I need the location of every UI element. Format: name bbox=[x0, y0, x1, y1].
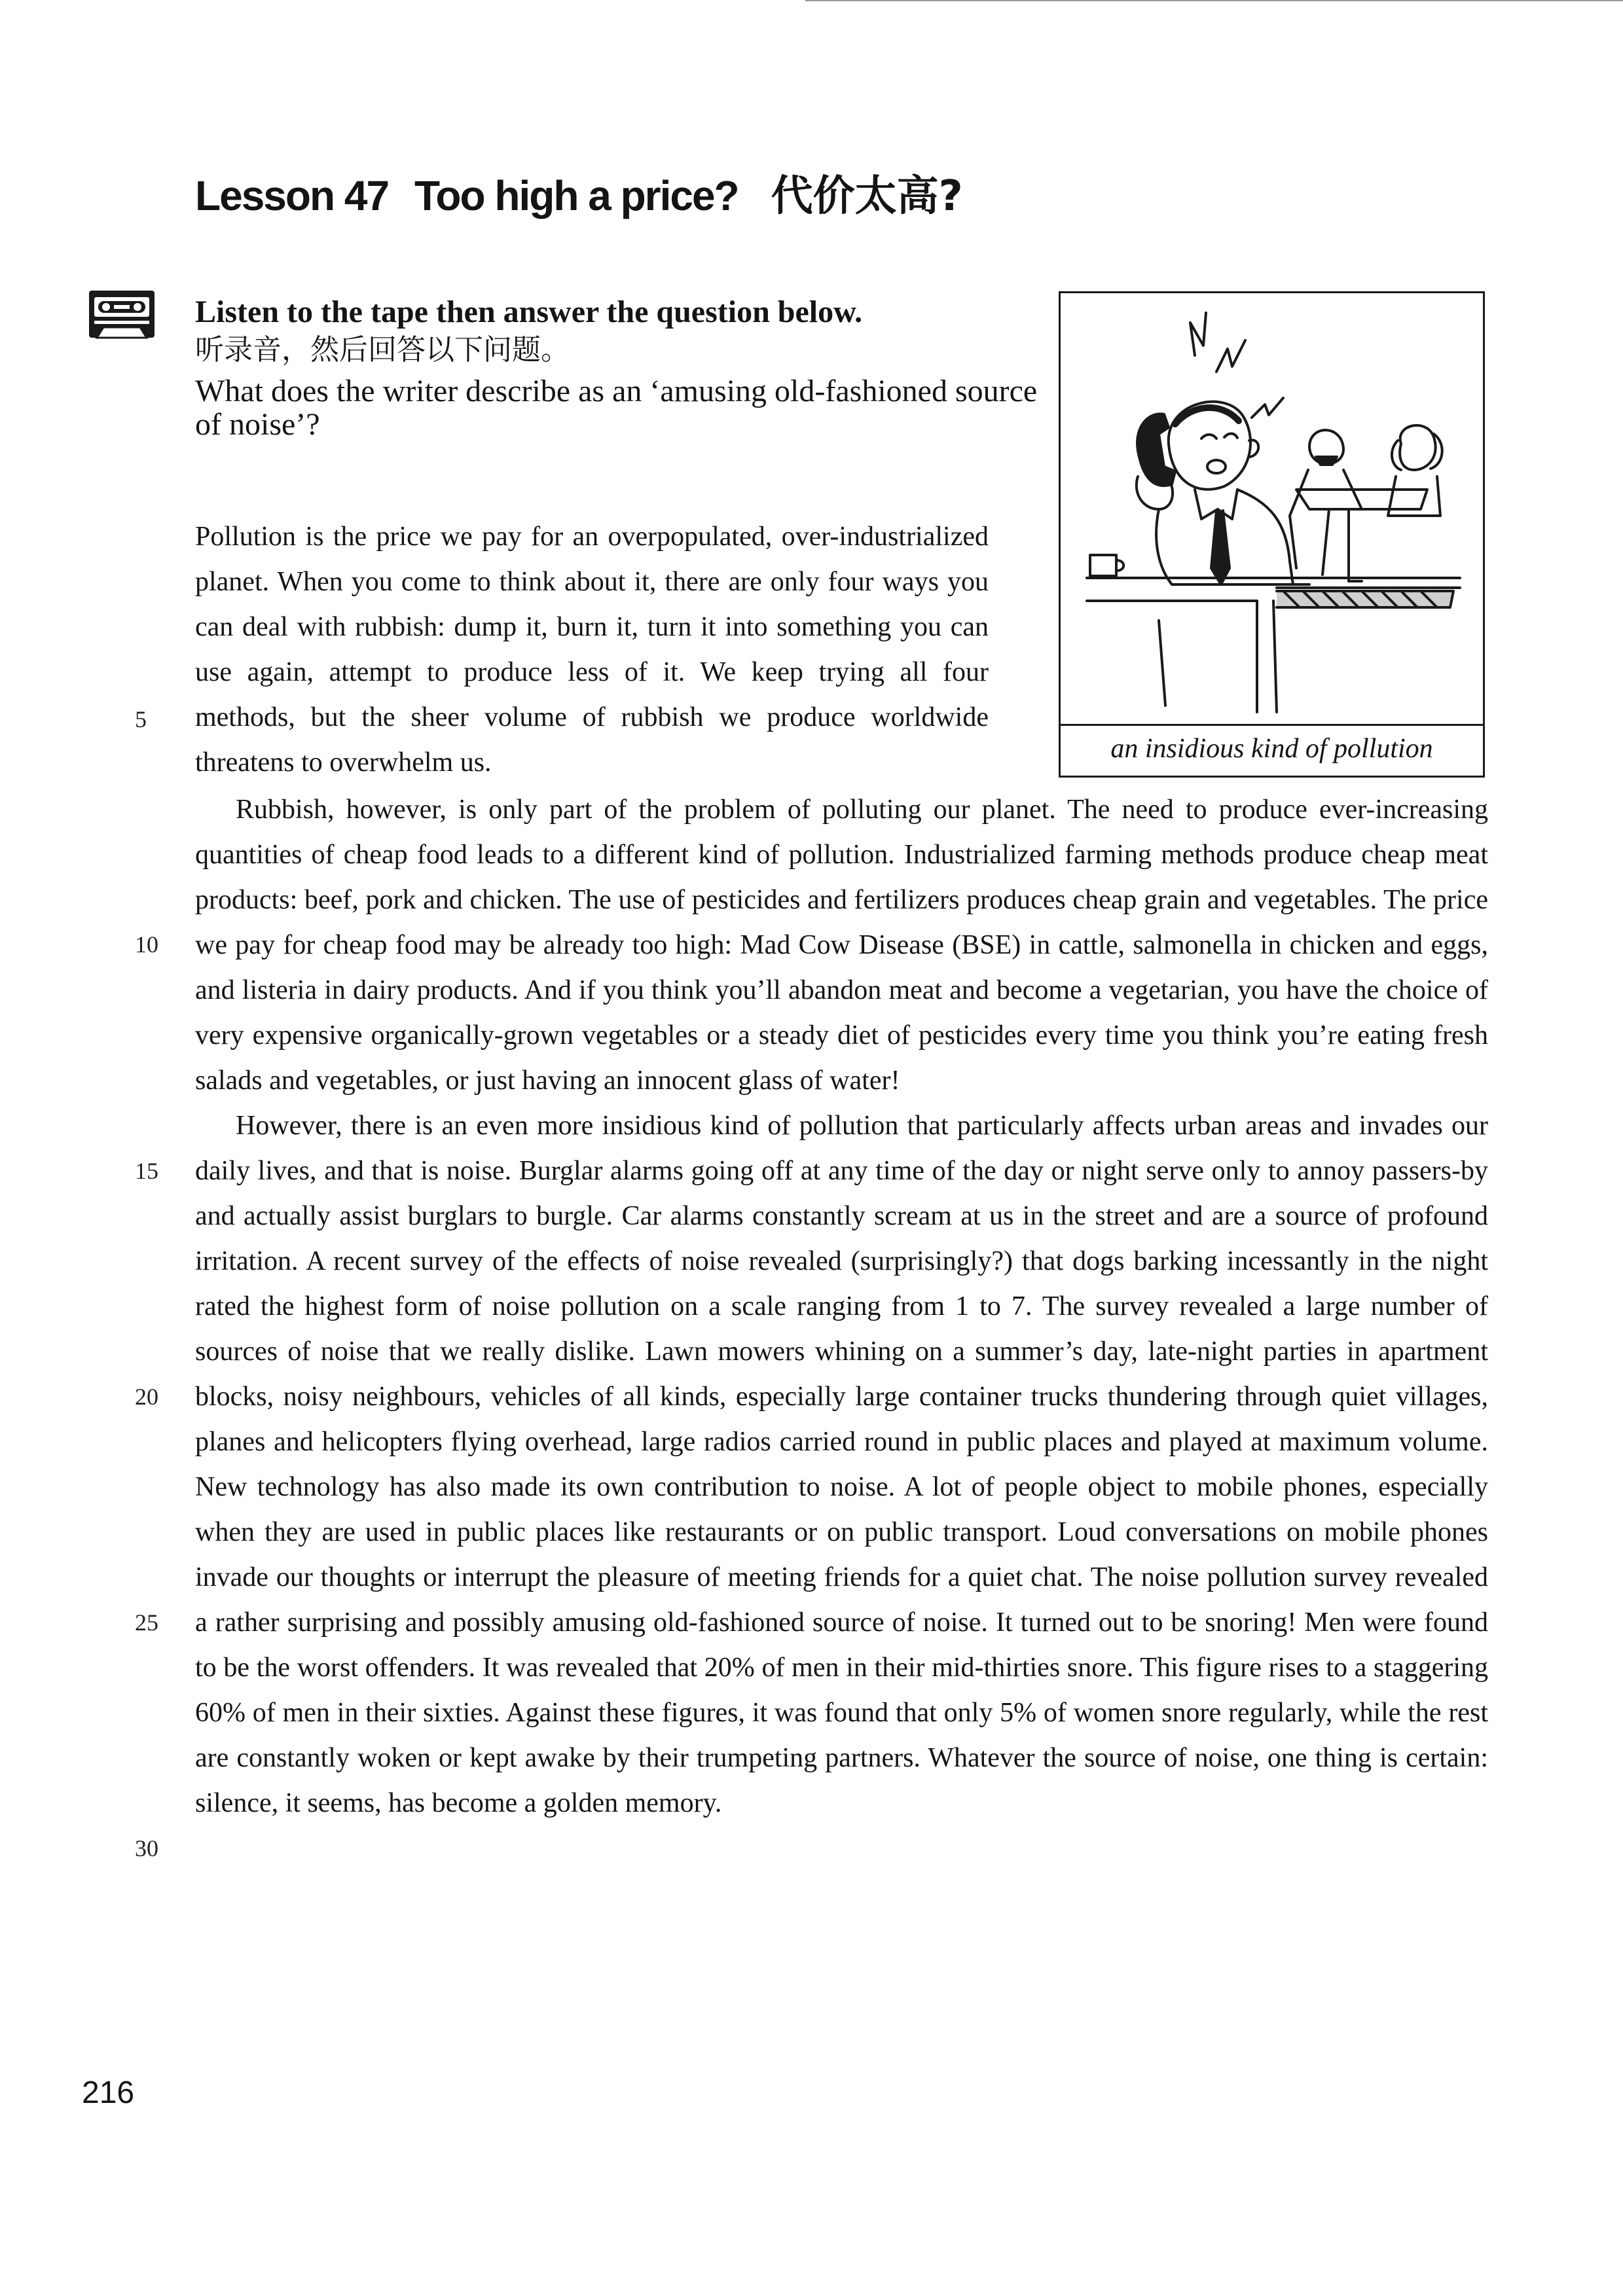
illustration-figure bbox=[1059, 291, 1485, 778]
listening-instructions bbox=[195, 293, 1040, 441]
line-number: 10 bbox=[135, 931, 158, 958]
line-number: 25 bbox=[135, 1609, 158, 1636]
instruction-heading: Listen to the tape then answer the question below. bbox=[195, 295, 863, 329]
lesson-title-chinese: 代价太高? bbox=[771, 172, 963, 221]
instruction-question: What does the writer describe as an ‘amusing old-fashioned source of noise’? bbox=[195, 374, 1038, 442]
page-number: 216 bbox=[82, 2075, 135, 2110]
lesson-title bbox=[195, 162, 963, 223]
line-number: 15 bbox=[135, 1158, 158, 1184]
top-rule bbox=[805, 0, 1623, 1]
cassette-tape-icon bbox=[88, 289, 156, 339]
line-number: 20 bbox=[135, 1384, 158, 1410]
paragraph-2: Rubbish, however, is only part of the problem of polluting our planet. The need to produce ever-increasing quantities of cheap food leads to a different kind of pollution. Industrialized farming methods produce cheap meat products: beef, pork and chicken. The use of pesticides and fertilizers produces cheap grain and vegetables. The price we pay for cheap food may be already too high: Mad Cow Disease (BSE) in cattle, salmonella in chicken and eggs, and listeria in dairy products. And if you think you’ll abandon meat and become a vegetarian, you have the choice of very expensive organically-grown vegetables or a steady diet of pesticides every time you think you’re eating fresh salads and vegetables, or just having an innocent glass of water! bbox=[195, 795, 1488, 1096]
paragraph-1: Pollution is the price we pay for an overpopulated, over-industrialized planet. When you come to think about it, there are only four ways you can deal with rubbish: dump it, burn it, turn it into something you can use again, attempt to produce less of it. We keep trying all four methods, but the sheer volume of rubbish we produce worldwide threatens to overwhelm us. bbox=[195, 522, 989, 778]
line-number: 30 bbox=[135, 1835, 158, 1861]
passage-body bbox=[195, 787, 1488, 1826]
man-on-phone-illustration bbox=[1061, 293, 1483, 725]
paragraph-3: However, there is an even more insidious kind of pollution that particularly affects urban areas and invades our daily lives, and that is noise. Burglar alarms going off at any time of the day or night serve only to annoy passers-by and actually assist burglars to burgle. Car alarms constantly scream at us in the street and are a source of profound irritation. A recent survey of the effects of noise revealed (surprisingly?) that dogs barking incessantly in the night rated the highest form of noise pollution on a scale ranging from 1 to 7. The survey revealed a large number of sources of noise that we really dislike. Lawn mowers whining on a summer’s day, late-night parties in apartment blocks, noisy neighbours, vehicles of all kinds, especially large container trucks thundering through quiet villages, planes and helicopters flying overhead, large radios carried round in public places and played at maximum volume. New technology has also made its own contribution to noise. A lot of people object to mobile phones, especially when they are used in public places like restaurants or on public transport. Loud conversations on mobile phones invade our thoughts or interrupt the pleasure of meeting friends for a quiet chat. The noise pollution survey revealed a rather surprising and possibly amusing old-fashioned source of noise. It turned out to be snoring! Men were found to be the worst offenders. It was revealed that 20% of men in their mid-thirties snore. This figure rises to a staggering 60% of men in their sixties. Against these figures, it was found that only 5% of women snore regularly, while the rest are constantly woken or kept awake by their trumpeting partners. Whatever the source of noise, one thing is certain: silence, it seems, has become a golden memory. bbox=[195, 1111, 1488, 1818]
line-number: 5 bbox=[135, 706, 147, 732]
lesson-number: Lesson 47 bbox=[195, 172, 389, 219]
passage-intro bbox=[195, 514, 989, 785]
figure-caption: an insidious kind of pollution bbox=[1061, 724, 1483, 776]
lesson-title-english: Too high a price? bbox=[414, 172, 739, 219]
instruction-chinese: 听录音，然后回答以下问题。 bbox=[195, 333, 570, 367]
